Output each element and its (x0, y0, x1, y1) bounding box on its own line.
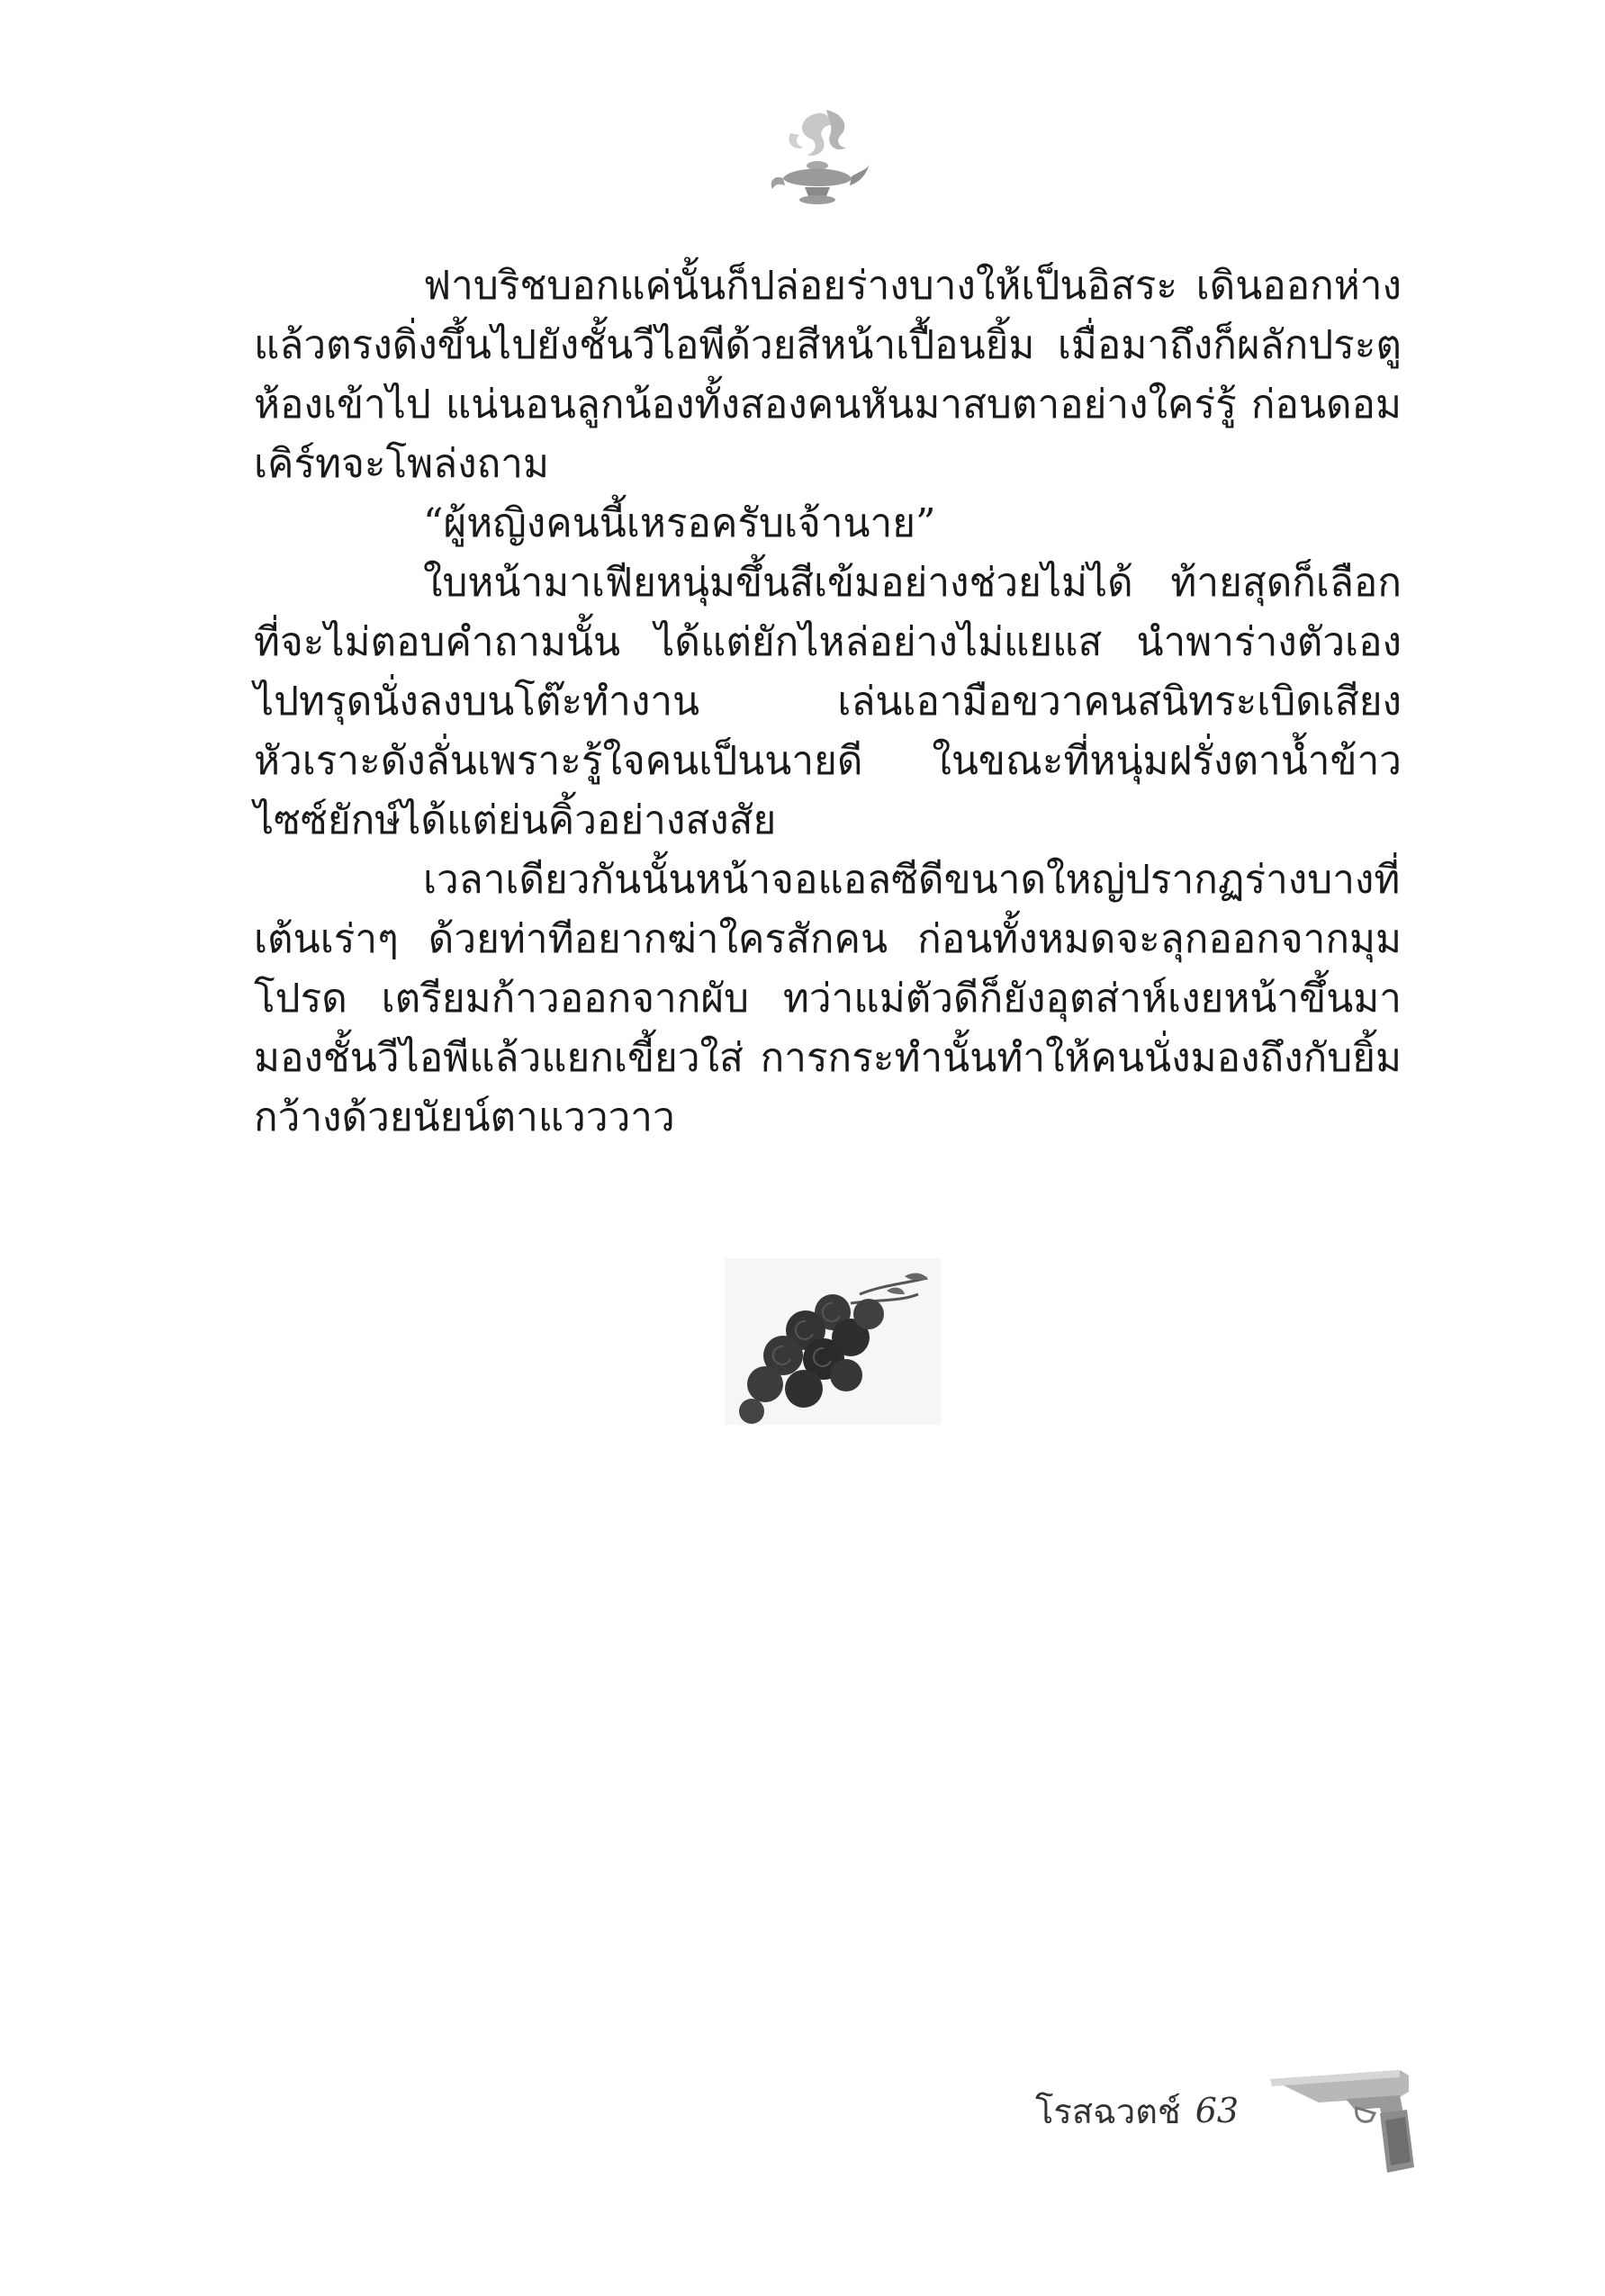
body-text (254, 257, 1402, 1148)
page-number: 63 (1195, 2091, 1240, 2130)
paragraph: เวลาเดียวกันนั้นหน้าจอแอลซีดีขนาดใหญ่ปรากฏร่างบางที่เต้นเร่าๆ ด้วยท่าทีอยากฆ่าใครสักคน ก่อนทั้งหมดจะลุกออกจากมุมโปรด เตรียมก้าวออกจากผับ ทว่าแม่ตัวดีก็ยังอุตส่าห์เงยหน้าขึ้นมามองชั้นวีไอพีแล้วแยกเขี้ยวใส่ การกระทำนั้นทำให้คนนั่งมองถึงกับยิ้มกว้างด้วยนัยน์ตาแวววาว (254, 857, 1402, 1140)
genie-lamp-icon (763, 106, 871, 223)
paragraph: ฟาบริชบอกแค่นั้นก็ปล่อยร่างบางให้เป็นอิสระ เดินออกห่างแล้วตรงดิ่งขึ้นไปยังชั้นวีไอพีด้วยสีหน้าเปื้อนยิ้ม เมื่อมาถึงก็ผลักประตูห้องเข้าไป แน่นอนลูกน้องทั้งสองคนหันมาสบตาอย่างใคร่รู้ ก่อนดอม เคิร์ทจะโพล่งถาม (254, 263, 1402, 487)
rose-bouquet-icon (725, 1258, 941, 1425)
paragraph-dialogue: “ผู้หญิงคนนี้เหรอครับเจ้านาย” (423, 500, 936, 546)
pistol-icon (1265, 2061, 1418, 2178)
paragraph: ใบหน้ามาเฟียหนุ่มขึ้นสีเข้มอย่างช่วยไม่ได้ ท้ายสุดก็เลือกที่จะไม่ตอบคำถามนั้น ได้แต่ยักไหล่อย่างไม่แยแส นำพาร่างตัวเองไปทรุดนั่งลงบนโต๊ะทำงาน เล่นเอามือขวาคนสนิทระเบิดเสียงหัวเราะดังลั่นเพราะรู้ใจคนเป็นนายดี ในขณะที่หนุ่มฝรั่งตาน้ำข้าวไซซ์ยักษ์ได้แต่ย่นคิ้วอย่างสงสัย (254, 560, 1402, 843)
page-footer (1035, 2070, 1239, 2151)
book-title: โรสฉวตช์ (1035, 2091, 1181, 2131)
